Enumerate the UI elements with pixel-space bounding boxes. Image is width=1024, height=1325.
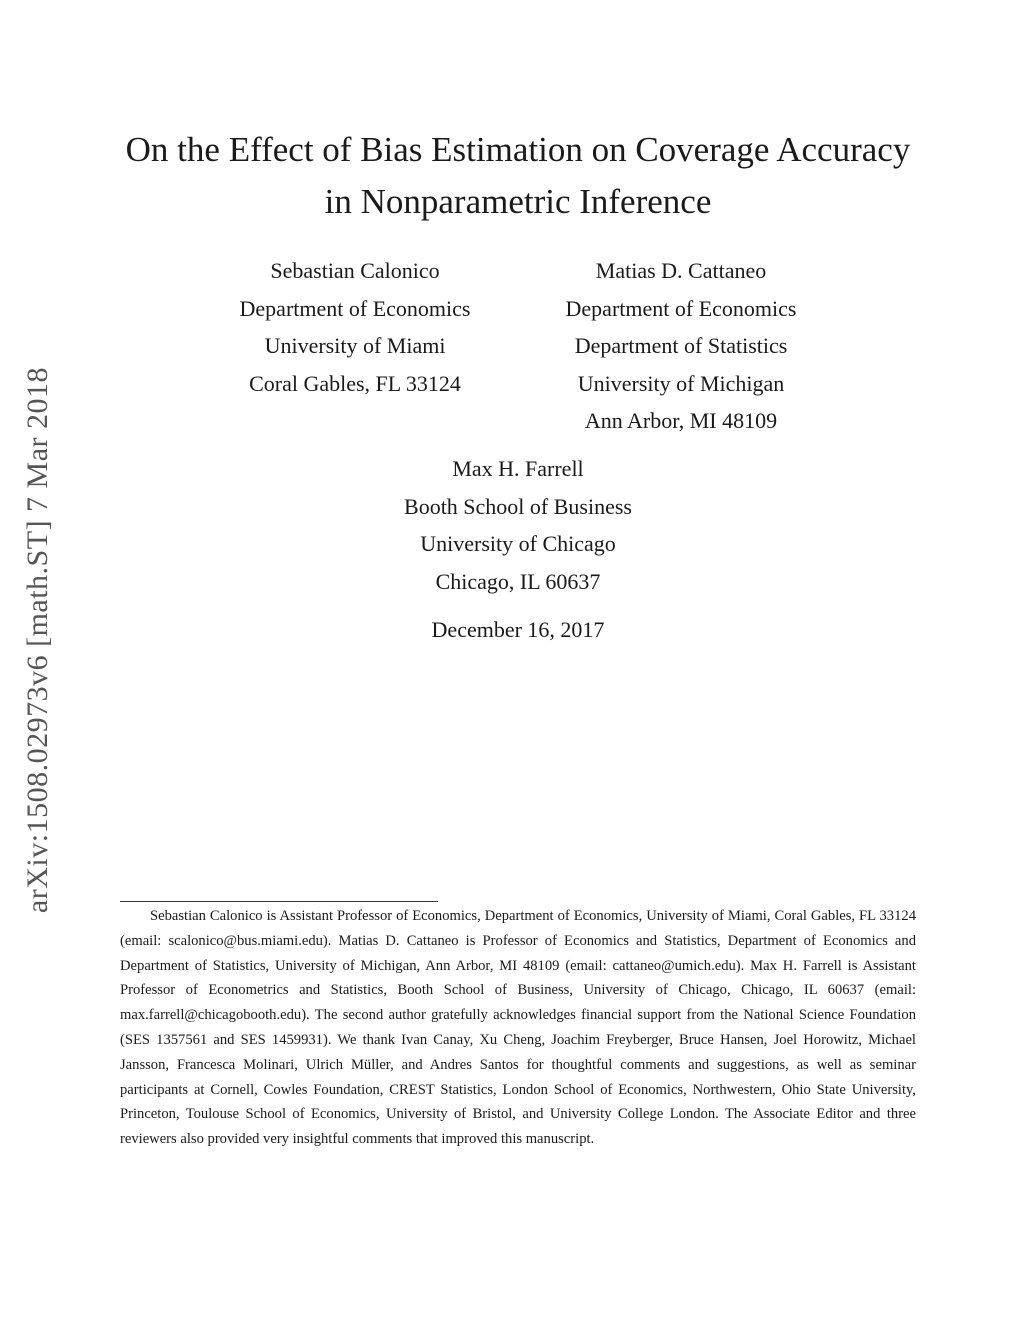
publication-date: December 16, 2017 [431, 617, 605, 642]
paper-title [100, 124, 936, 228]
author-footnote: Sebastian Calonico is Assistant Professor of Economics, Department of Economics, University of Miami, Coral Gables, FL 33124 (email: scalonico@bus.miami.edu). Matias D. Cattaneo is Professor of Economics and Statistics, Department of Economics and Department of Statistics, University of Michigan, Ann Arbor, MI 48109 (email: cattaneo@umich.edu). Max H. Farrell is Assistant Professor of Econometrics and Statistics, Booth School of Business, University of Chicago, Chicago, IL 60637 (email: max.farrell@chicagobooth.edu). The second author gratefully acknowledges financial support from the National Science Foundation (SES 1357561 and SES 1459931). We thank Ivan Canay, Xu Cheng, Joachim Freyberger, Bruce Hansen, Joel Horowitz, Michael Jansson, Francesca Molinari, Ulrich Müller, and Andres Santos for thoughtful comments and suggestions, as well as seminar participants at Cornell, Cowles Foundation, CREST Statistics, London School of Economics, Northwestern, Ohio State University, Princeton, Toulouse School of Economics, University of Bristol, and University College London. The Associate Editor and three reviewers also provided very insightful comments that improved this manuscript. [120, 908, 916, 1148]
title-line-2: in Nonparametric Inference [324, 182, 712, 221]
author-name: Max H. Farrell [452, 456, 584, 481]
title-line-1: On the Effect of Bias Estimation on Coverage Accuracy [125, 130, 911, 169]
author-affiliation: University of Chicago [420, 531, 616, 556]
author-address: Coral Gables, FL 33124 [249, 370, 461, 396]
author-affiliation: University of Miami [264, 333, 446, 358]
author-block-cattaneo [506, 252, 856, 440]
author-name: Matias D. Cattaneo [595, 258, 767, 283]
author-block-calonico [180, 252, 530, 402]
author-address: Chicago, IL 60637 [435, 568, 601, 594]
author-affiliation: Booth School of Business [404, 493, 632, 519]
arxiv-identifier: arXiv:1508.02973v6 [math.ST] 7 Mar 2018 [21, 366, 54, 914]
author-affiliation: Department of Economics [239, 295, 471, 321]
author-block-farrell [343, 450, 693, 600]
author-affiliation: Department of Economics [565, 295, 797, 321]
author-address: Ann Arbor, MI 48109 [584, 408, 778, 433]
author-affiliation: Department of Statistics [574, 333, 788, 358]
author-affiliation: University of Michigan [577, 370, 785, 396]
author-name: Sebastian Calonico [270, 258, 440, 283]
footnote-divider [120, 901, 438, 902]
